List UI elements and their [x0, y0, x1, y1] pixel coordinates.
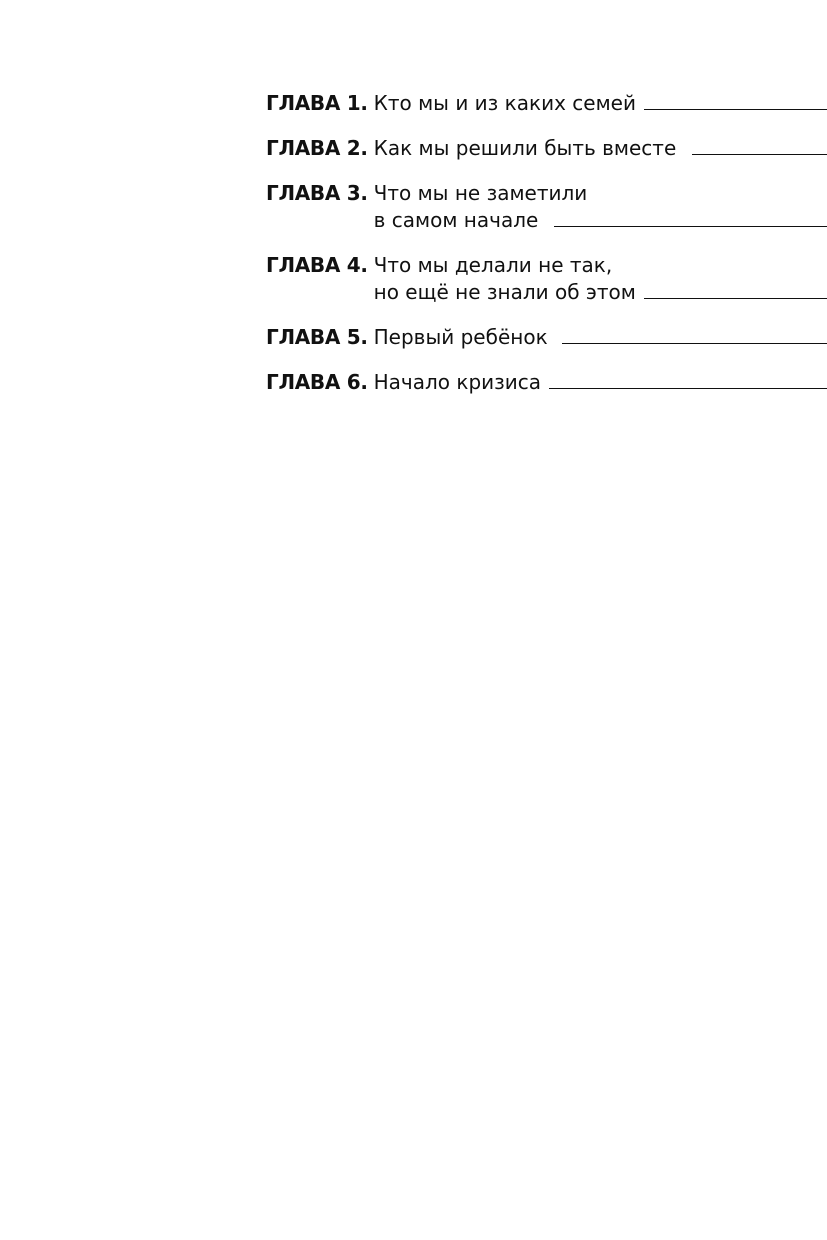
title-line: [374, 207, 827, 234]
title-line: [374, 279, 827, 306]
toc-entry-chapter-6: [266, 369, 827, 396]
title-text: Что мы делали не так,: [373, 253, 613, 277]
title-text: Что мы не заметили: [373, 181, 588, 205]
leader-line: [549, 369, 827, 389]
chapter-title: [368, 369, 827, 396]
chapter-label: ГЛАВА 2.: [266, 136, 368, 160]
title-text: Начало кризиса: [373, 370, 542, 394]
chapter-title: [368, 135, 827, 162]
leader-line: [692, 135, 827, 155]
toc-entry-chapter-5: [266, 324, 827, 351]
chapter-title: [368, 252, 827, 306]
chapter-label: ГЛАВА 5.: [266, 325, 368, 349]
title-line: [374, 324, 827, 351]
title-text: Кто мы и из каких семей: [373, 91, 636, 115]
chapter-label: ГЛАВА 4.: [266, 253, 368, 277]
title-line: [374, 252, 827, 279]
title-text: Как мы решили быть вместе: [373, 136, 677, 160]
title-line: [374, 369, 827, 396]
table-of-contents: [266, 90, 827, 396]
toc-entry-chapter-3: [266, 180, 827, 234]
leader-line: [562, 324, 827, 344]
title-text: Первый ребёнок: [373, 325, 548, 349]
toc-entry-chapter-2: [266, 135, 827, 162]
title-line: [374, 135, 827, 162]
chapter-label: ГЛАВА 6.: [266, 370, 368, 394]
leader-line: [644, 279, 827, 299]
leader-line: [554, 207, 827, 227]
toc-entry-chapter-4: [266, 252, 827, 306]
toc-entry-chapter-1: [266, 90, 827, 117]
leader-line: [644, 90, 827, 110]
title-line: [374, 90, 827, 117]
chapter-title: [368, 90, 827, 117]
chapter-title: [368, 324, 827, 351]
chapter-title: [368, 180, 827, 234]
chapter-label: ГЛАВА 3.: [266, 181, 368, 205]
title-line: [374, 180, 827, 207]
title-text: но ещё не знали об этом: [373, 280, 636, 304]
chapter-label: ГЛАВА 1.: [266, 91, 368, 115]
title-text: в самом начале: [373, 208, 539, 232]
